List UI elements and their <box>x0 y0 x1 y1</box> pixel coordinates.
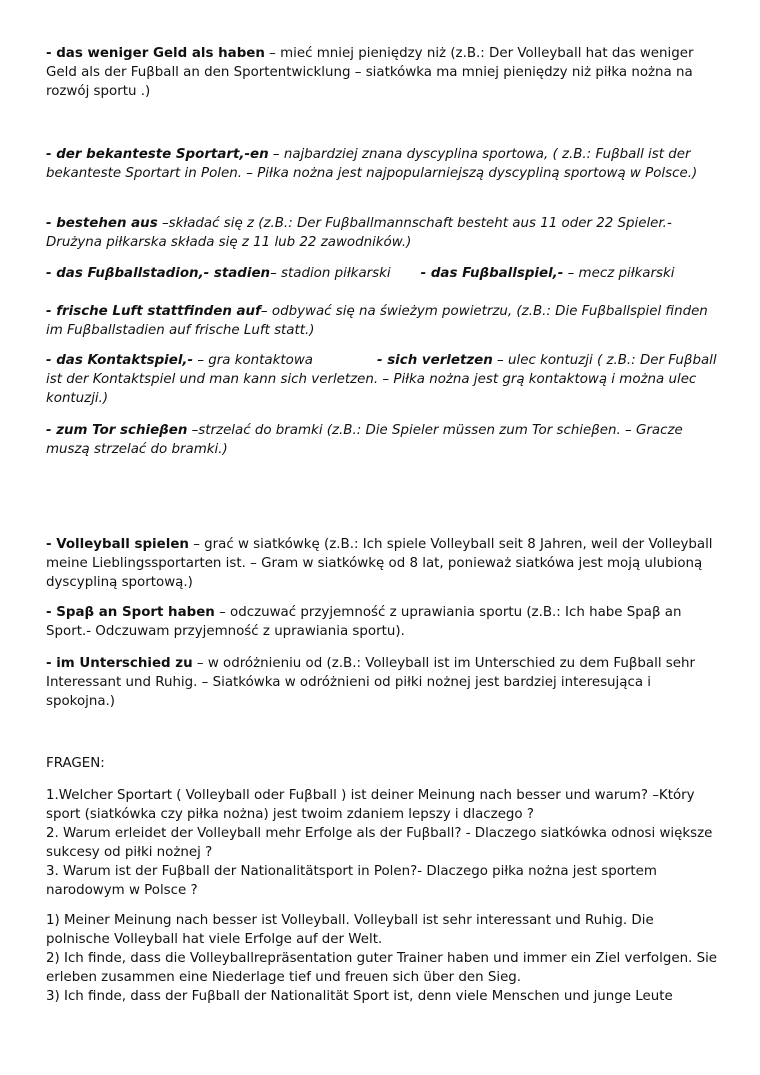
vocab-term: - sich verletzen <box>376 353 493 368</box>
vocab-entry <box>46 302 718 340</box>
answer-item: 2) Ich finde, dass die Volleyballrepräsentation guter Trainer haben und immer ein Ziel verfolgen. Sie erleben zusammen eine Niederlage tief und freuen sich über den Sieg. <box>46 951 718 985</box>
vocab-term: - zum Tor schieβen <box>46 423 188 438</box>
vocab-entry <box>46 145 718 183</box>
vocab-definition: – mecz piłkarski <box>563 266 675 281</box>
vocab-term: - Volleyball spielen <box>46 537 189 552</box>
vocab-definition: – odczuwać przyjemność z uprawiania sportu (z.B.: Ich habe Spaβ an Sport.- Odczuwam przyjemność z uprawiania sportu). <box>46 605 682 639</box>
vocab-definition: – w odróżnieniu od (z.B.: Volleyball ist im Unterschied zu dem Fuβball sehr Interessant und Ruhig. – Siatkówka w odróżnieni od piłki nożnej jest bardziej interesująca i spokojna.) <box>46 656 696 709</box>
vocab-term: - bestehen aus <box>46 216 158 231</box>
vocab-term: - das Fuβballstadion,- stadien <box>46 266 271 281</box>
vocab-definition: – grać w siatkówkę (z.B.: Ich spiele Volleyball seit 8 Jahren, weil der Volleyball meine Lieblingssportarten ist. – Gram w siatkówkę od 8 lat, ponieważ siatkówa jest moją ulubioną dyscypliną sportową.) <box>46 537 713 590</box>
vocab-definition: – ulec kontuzji ( z.B.: Der Fuβball ist der Kontaktspiel und man kann sich verletzen. – Piłka nożna jest grą kontaktową i można ulec kontuzji.) <box>46 353 717 406</box>
vocab-term: - das weniger Geld als haben <box>46 46 265 61</box>
vocab-term: - Spaβ an Sport haben <box>46 605 215 620</box>
question-item: 2. Warum erleidet der Volleyball mehr Erfolge als der Fuβball? - Dlaczego siatkówka odnosi większe sukcesy od piłki nożnej ? <box>46 826 713 860</box>
vocab-entry <box>46 603 718 641</box>
vocab-entry <box>46 421 718 459</box>
answer-item: 3) Ich finde, dass der Fuβball der Nationalität Sport ist, denn viele Menschen und junge Leute <box>46 989 673 1004</box>
vocab-entry <box>46 44 718 101</box>
questions-list <box>46 786 718 900</box>
vocab-term: - im Unterschied zu <box>46 656 193 671</box>
vocab-definition: – najbardziej znana dyscyplina sportowa, ( z.B.: Fuβball ist der bekanteste Sportart in Polen. – Piłka nożna jest najpopularniejszą dyscypliną sportową w Polsce.) <box>46 147 698 181</box>
answers-list <box>46 911 718 1006</box>
question-item: 1.Welcher Sportart ( Volleyball oder Fuβball ) ist deiner Meinung nach besser und warum? –Który sport (siatkówka czy piłka nożna) jest twoim zdaniem lepszy i dlaczego ? <box>46 788 695 822</box>
vocab-definition: – odbywać się na świeżym powietrzu, (z.B.: Die Fuβballspiel finden im Fuβballstadien auf frische Luft statt.) <box>46 304 708 338</box>
vocab-entry <box>46 535 718 592</box>
answer-item: 1) Meiner Meinung nach besser ist Volleyball. Volleyball ist sehr interessant und Ruhig. Die polnische Volleyball hat viele Erfolge auf der Welt. <box>46 913 654 947</box>
question-item: 3. Warum ist der Fuβball der Nationalitätsport in Polen?- Dlaczego piłka nożna jest sportem narodowym w Polsce ? <box>46 864 657 898</box>
vocab-term: - das Kontaktspiel,- <box>46 353 194 368</box>
vocab-term: - der bekanteste Sportart,-en <box>46 147 269 162</box>
vocab-definition: –strzelać do bramki (z.B.: Die Spieler müssen zum Tor schieβen. – Gracze muszą strzelać do bramki.) <box>46 423 683 457</box>
vocab-entry <box>46 351 718 408</box>
questions-heading: FRAGEN: <box>46 756 105 771</box>
vocab-term: - das Fuβballspiel,- <box>420 266 564 281</box>
vocab-entry <box>46 654 718 711</box>
vocab-definition: –składać się z (z.B.: Der Fuβballmannschaft besteht aus 11 oder 22 Spieler.- Drużyna piłkarska składa się z 11 lub 22 zawodników.) <box>46 216 672 250</box>
vocab-term: - frische Luft stattfinden auf <box>46 304 261 319</box>
vocab-entry <box>46 264 718 283</box>
vocab-definition: – gra kontaktowa <box>193 353 313 368</box>
vocab-definition: – mieć mniej pieniędzy niż (z.B.: Der Volleyball hat das weniger Geld als der Fuβball an den Sportentwicklung – siatkówka ma mniej pieniędzy niż piłka nożna na rozwój sportu .) <box>46 46 694 99</box>
vocab-entry <box>46 214 718 252</box>
vocab-definition: – stadion piłkarski <box>270 266 391 281</box>
